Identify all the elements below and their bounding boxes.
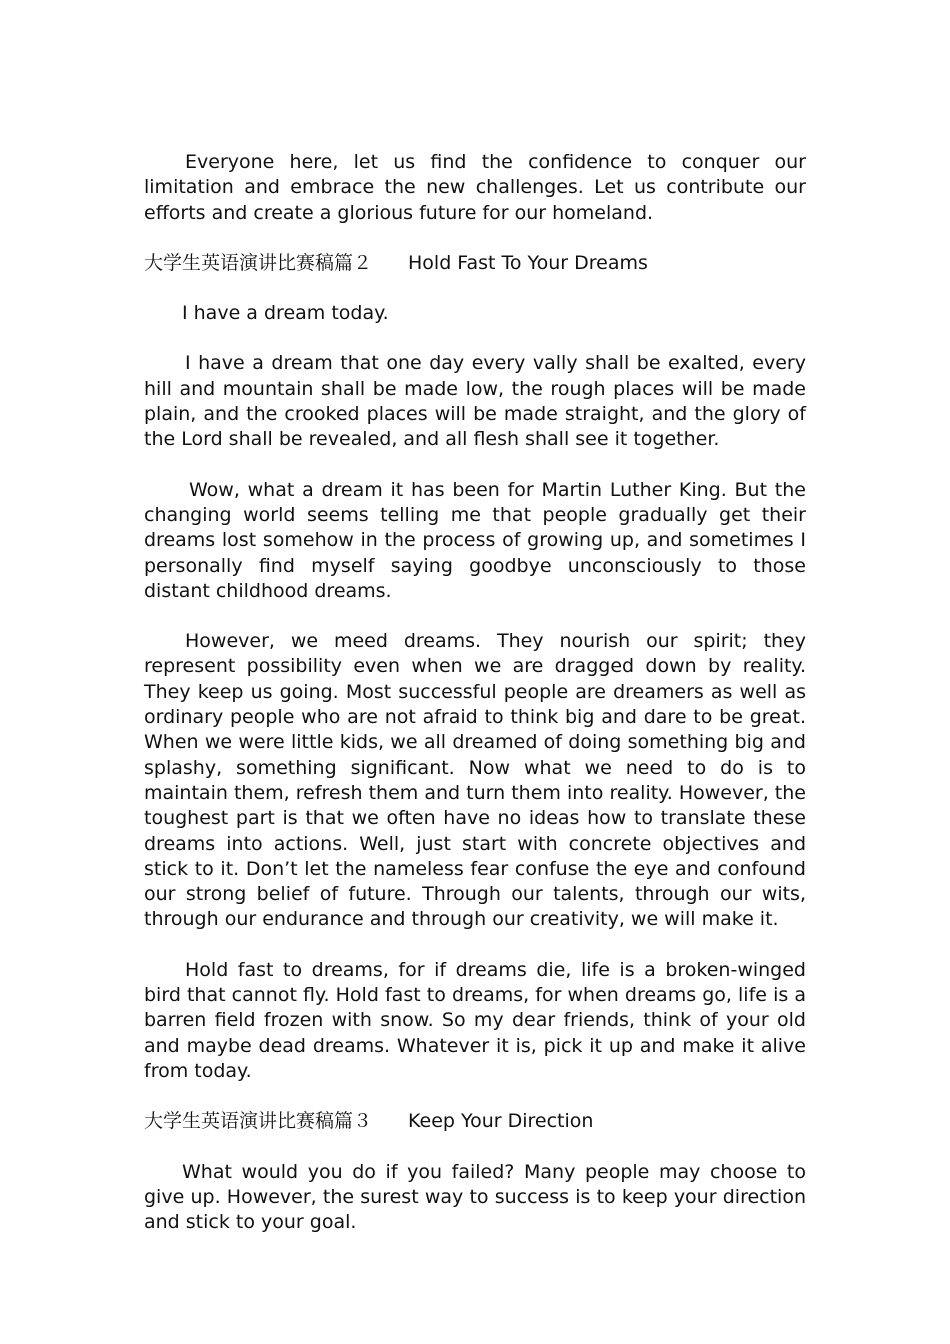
section-heading-2-cn: 大学生英语演讲比赛稿篇２ bbox=[144, 251, 373, 274]
section-heading-2 bbox=[144, 251, 806, 276]
section-heading-3-cn: 大学生英语演讲比赛稿篇３ bbox=[144, 1110, 373, 1133]
document-page bbox=[144, 150, 806, 1260]
section-2-paragraph: I have a dream that one day every vally shall be exalted, every hill and mountain shall be made low, the rough places will be made plain, and the crooked places will be made straight, and the glory of the Lord shall be revealed, and all flesh shall see it together. bbox=[144, 352, 806, 451]
section-2-paragraph: I have a dream today. bbox=[182, 302, 389, 325]
section-3-paragraph: What would you do if you failed? Many people may choose to give up. However, the surest way to success is to keep your direction and stick to your goal. bbox=[144, 1160, 806, 1234]
section-heading-2-en: Hold Fast To Your Dreams bbox=[408, 251, 648, 274]
section-2-paragraph: Hold fast to dreams, for if dreams die, life is a broken-winged bird that cannot fly. Hold fast to dreams, for when dreams go, life is a barren field frozen with snow. So my dear friends, think of your old and maybe dead dreams. Whatever it is, pick it up and make it alive from today. bbox=[144, 958, 806, 1082]
section-heading-3-en: Keep Your Direction bbox=[408, 1110, 594, 1133]
intro-paragraph: Everyone here, let us find the confidence to conquer our limitation and embrace the new challenges. Let us contribute our efforts and create a glorious future for our homeland. bbox=[144, 151, 806, 224]
section-2-paragraph: Wow, what a dream it has been for Martin Luther King. But the changing world seems telling me that people gradually get their dreams lost somehow in the process of growing up, and sometimes I personally find myself saying goodbye unconsciously to those distant childhood dreams. bbox=[144, 478, 806, 602]
section-heading-3 bbox=[144, 1109, 806, 1134]
section-2-paragraph: However, we meed dreams. They nourish our spirit; they represent possibility even when we are dragged down by reality. They keep us going. Most successful people are dreamers as well as ordinary people who are not afraid to think big and dare to be great. When we were little kids, we all dreamed of doing something big and splashy, something significant. Now what we need to do is to maintain them, refresh them and turn them into reality. However, the toughest part is that we often have no ideas how to translate these dreams into actions. Well, just start with concrete objectives and stick to it. Don’t let the nameless fear confuse the eye and confound our strong belief of future. Through our talents, through our wits, through our endurance and through our creativity, we will make it. bbox=[144, 630, 806, 931]
